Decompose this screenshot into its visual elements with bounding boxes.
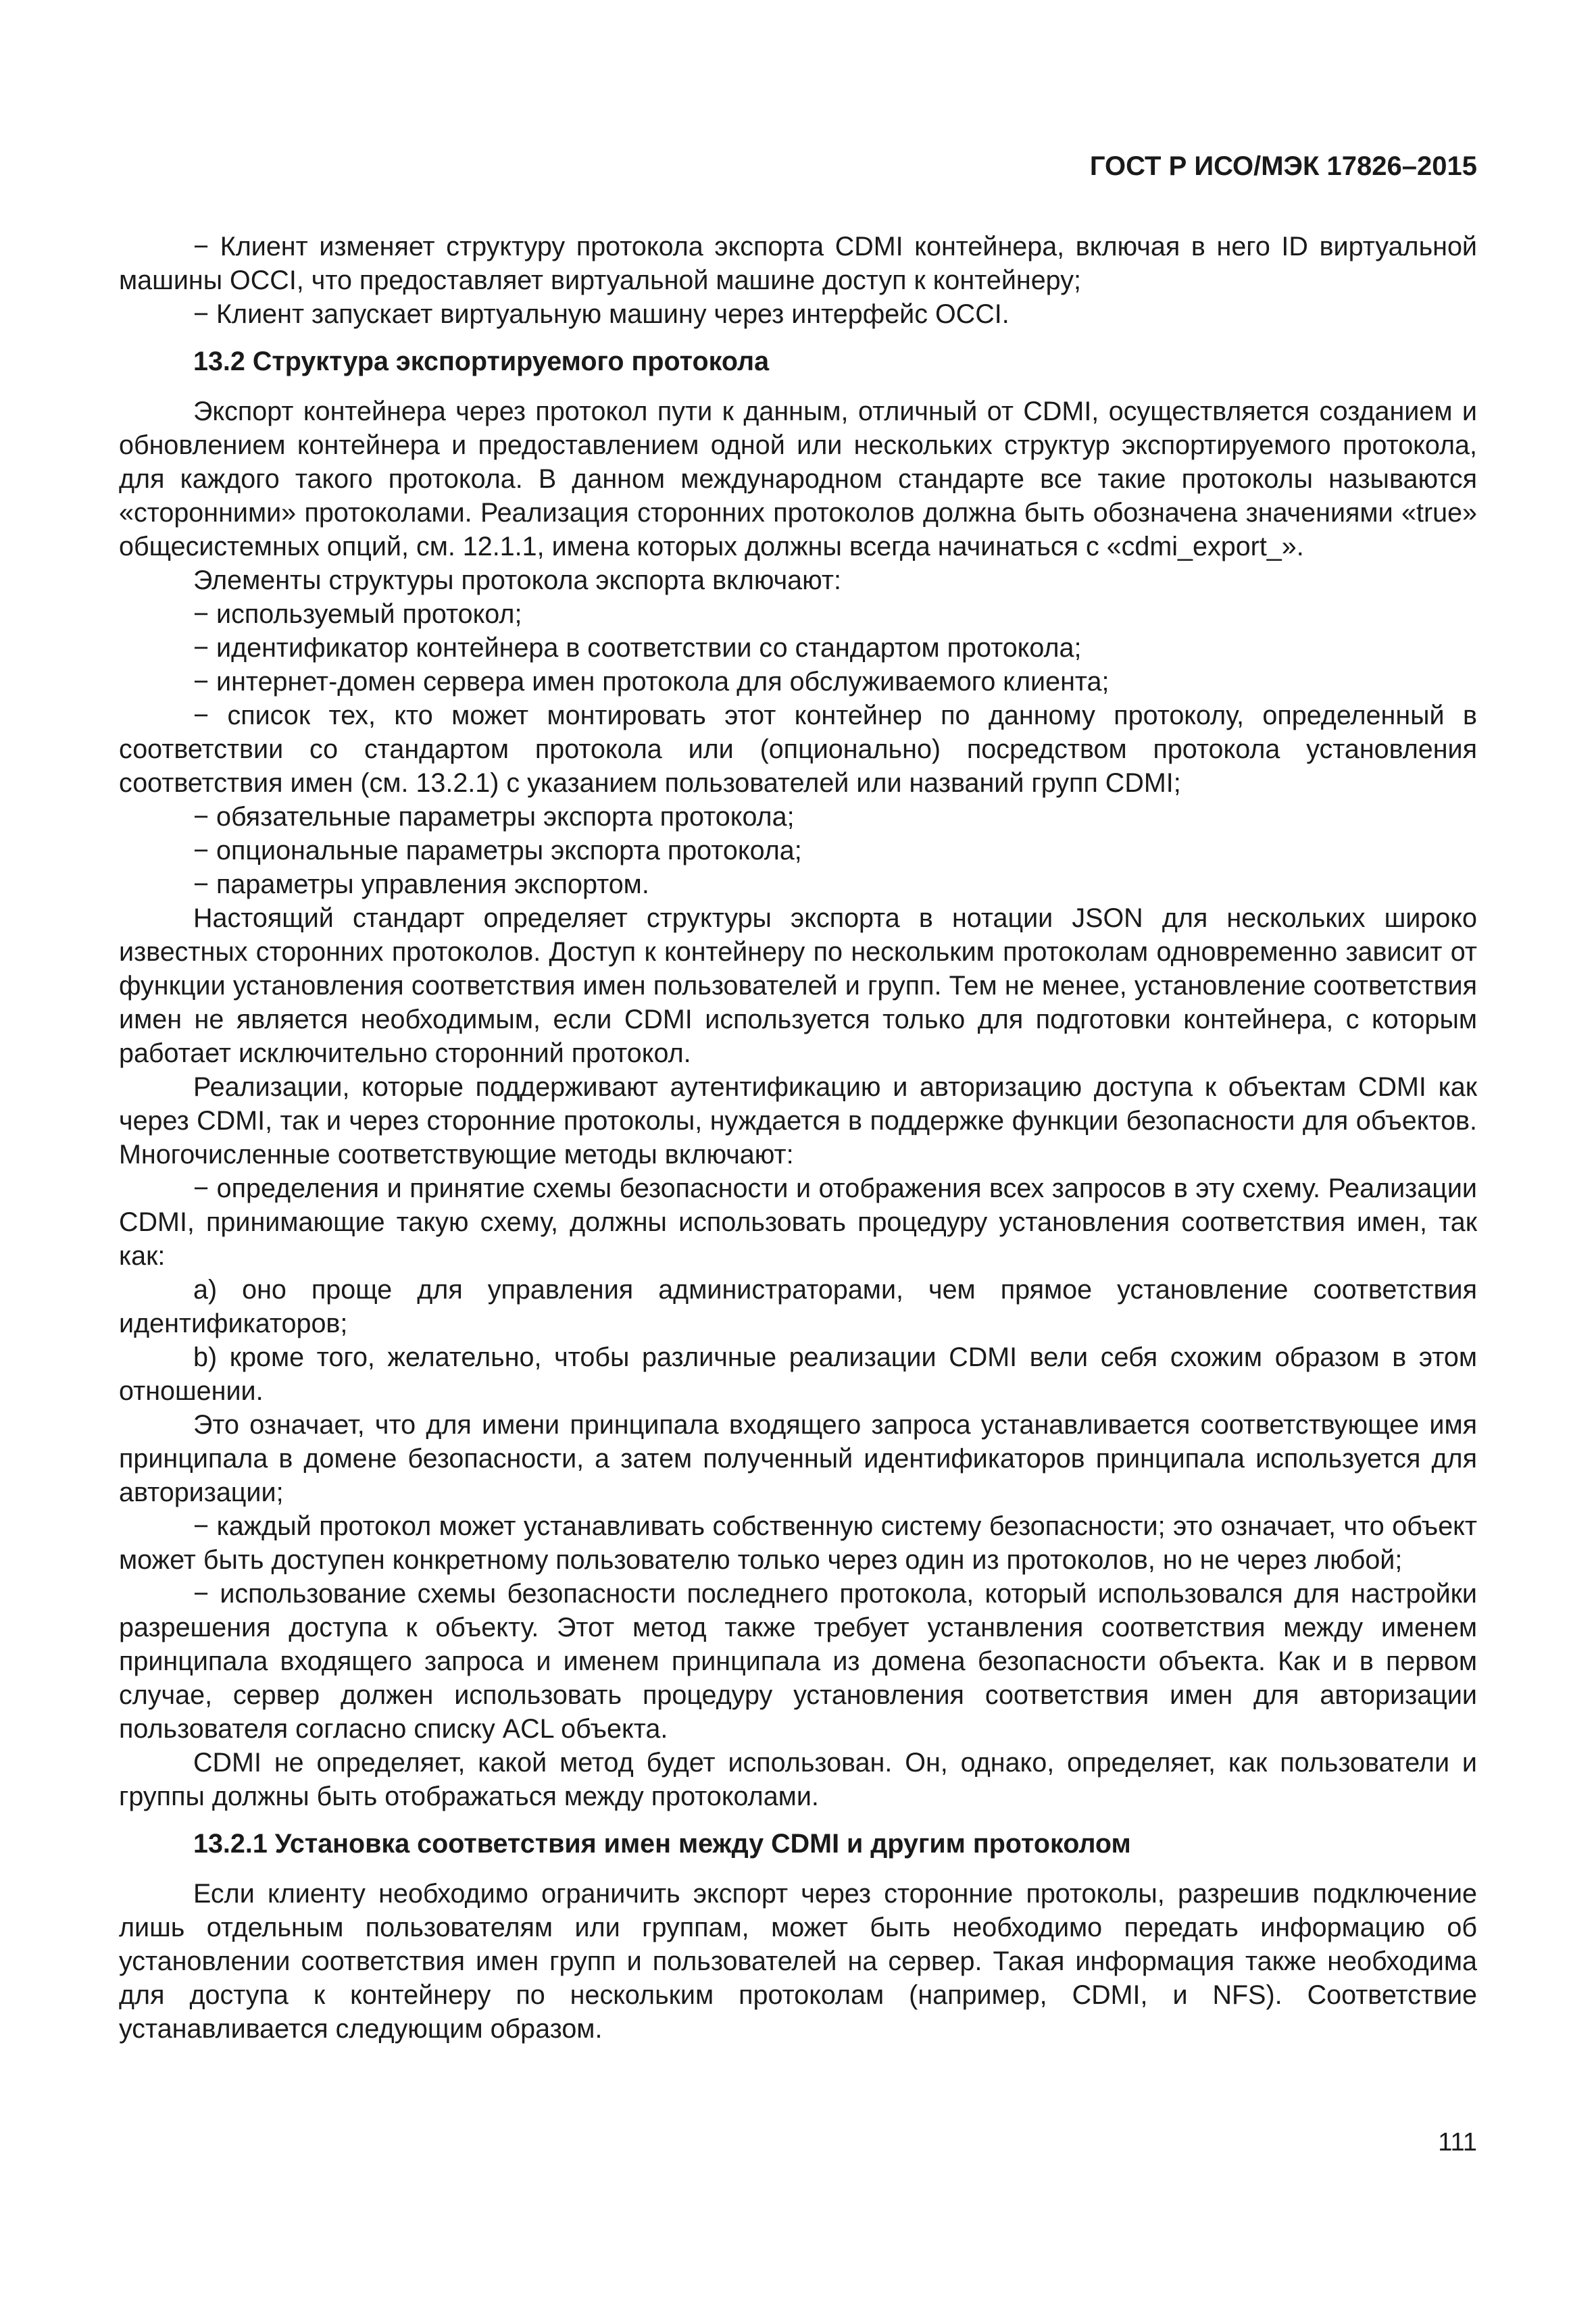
list-item: − используемый протокол; (193, 599, 522, 629)
list-item: − идентификатор контейнера в соответствии со стандартом протокола; (193, 633, 1082, 663)
list-item: − каждый протокол может устанавливать собственную систему безопасности; это означает, что объект может быть доступен конкретному пользователю только через один из протоколов, но не через любой; (119, 1511, 1477, 1575)
enumerated-item: a) оно проще для управления администраторами, чем прямое установление соответствия идентификаторов; (119, 1275, 1477, 1338)
list-item: − Клиент изменяет структуру протокола экспорта CDMI контейнера, включая в него ID виртуальной машины OCCI, что предоставляет виртуальной машине доступ к контейнеру; (119, 232, 1477, 295)
body-text (119, 230, 1477, 2046)
paragraph: CDMI не определяет, какой метод будет использован. Он, однако, определяет, как пользователи и группы должны быть отображаться между протоколами. (119, 1748, 1477, 1811)
page-number: 111 (1438, 2128, 1477, 2157)
list-item: − параметры управления экспортом. (193, 870, 649, 899)
list-item: − опциональные параметры экспорта протокола; (193, 836, 802, 865)
paragraph: Элементы структуры протокола экспорта включают: (193, 565, 841, 595)
paragraph: Настоящий стандарт определяет структуры экспорта в нотации JSON для нескольких широко известных сторонних протоколов. Доступ к контейнеру по нескольким протоколам одновременно зависит от функции установления соответствия имен пользователей и групп. Тем не менее, установление соответствия имен не является необходимым, если CDMI используется только для подготовки контейнера, с которым работает исключительно сторонний протокол. (119, 903, 1477, 1068)
standard-header: ГОСТ Р ИСО/МЭК 17826–2015 (1089, 151, 1477, 181)
paragraph: Это означает, что для имени принципала входящего запроса устанавливается соответствующее имя принципала в домене безопасности, а затем полученный идентификаторов принципала используется для авторизации; (119, 1410, 1477, 1507)
list-item: − интернет-домен сервера имен протокола для обслуживаемого клиента; (193, 667, 1109, 697)
paragraph: Реализации, которые поддерживают аутентификацию и авторизацию доступа к объектам CDMI как через CDMI, так и через сторонние протоколы, нуждается в поддержке функции безопасности для объектов. Многочисленные соответствующие методы включают: (119, 1072, 1477, 1169)
section-heading: 13.2 Структура экспортируемого протокола (193, 347, 770, 376)
paragraph: Экспорт контейнера через протокол пути к данным, отличный от CDMI, осуществляется созданием и обновлением контейнера и предоставлением одной или нескольких структур экспортируемого протокола, для каждого такого протокола. В данном международном стандарте все такие протоколы называются «сторонними» протоколами. Реализация сторонних протоколов должна быть обозначена значениями «true» общесистемных опций, см. 12.1.1, имена которых должны всегда начинаться с «cdmi_export_». (119, 397, 1477, 561)
list-item: − использование схемы безопасности последнего протокола, который использовался для настройки разрешения доступа к объекту. Этот метод также требует устанвления соответствия между именем принципала входящего запроса и именем принципала из домена безопасности объекта. Как и в первом случае, сервер должен использовать процедуру установления соответствия имен для авторизации пользователя согласно списку ACL объекта. (119, 1579, 1477, 1744)
list-item: − Клиент запускает виртуальную машину через интерфейс OCCI. (193, 299, 1009, 329)
section-heading: 13.2.1 Установка соответствия имен между CDMI и другим протоколом (193, 1829, 1131, 1859)
list-item: − определения и принятие схемы безопасности и отображения всех запросов в эту схему. Реализации CDMI, принимающие такую схему, должны использовать процедуру установления соответствия имен, так как: (119, 1174, 1477, 1271)
enumerated-item: b) кроме того, желательно, чтобы различные реализации CDMI вели себя схожим образом в этом отношении. (119, 1342, 1477, 1406)
paragraph: Если клиенту необходимо ограничить экспорт через сторонние протоколы, разрешив подключение лишь отдельным пользователям или группам, может быть необходимо передать информацию об установлении соответствия имен групп и пользователей на сервер. Такая информация также необходима для доступа к контейнеру по нескольким протоколам (например, CDMI, и NFS). Соответствие устанавливается следующим образом. (119, 1879, 1477, 2044)
list-item: − обязательные параметры экспорта протокола; (193, 802, 795, 832)
list-item: − список тех, кто может монтировать этот контейнер по данному протоколу, определенный в соответствии со стандартом протокола или (опционально) посредством протокола установления соответствия имен (см. 13.2.1) с указанием пользователей или названий групп CDMI; (119, 701, 1477, 798)
